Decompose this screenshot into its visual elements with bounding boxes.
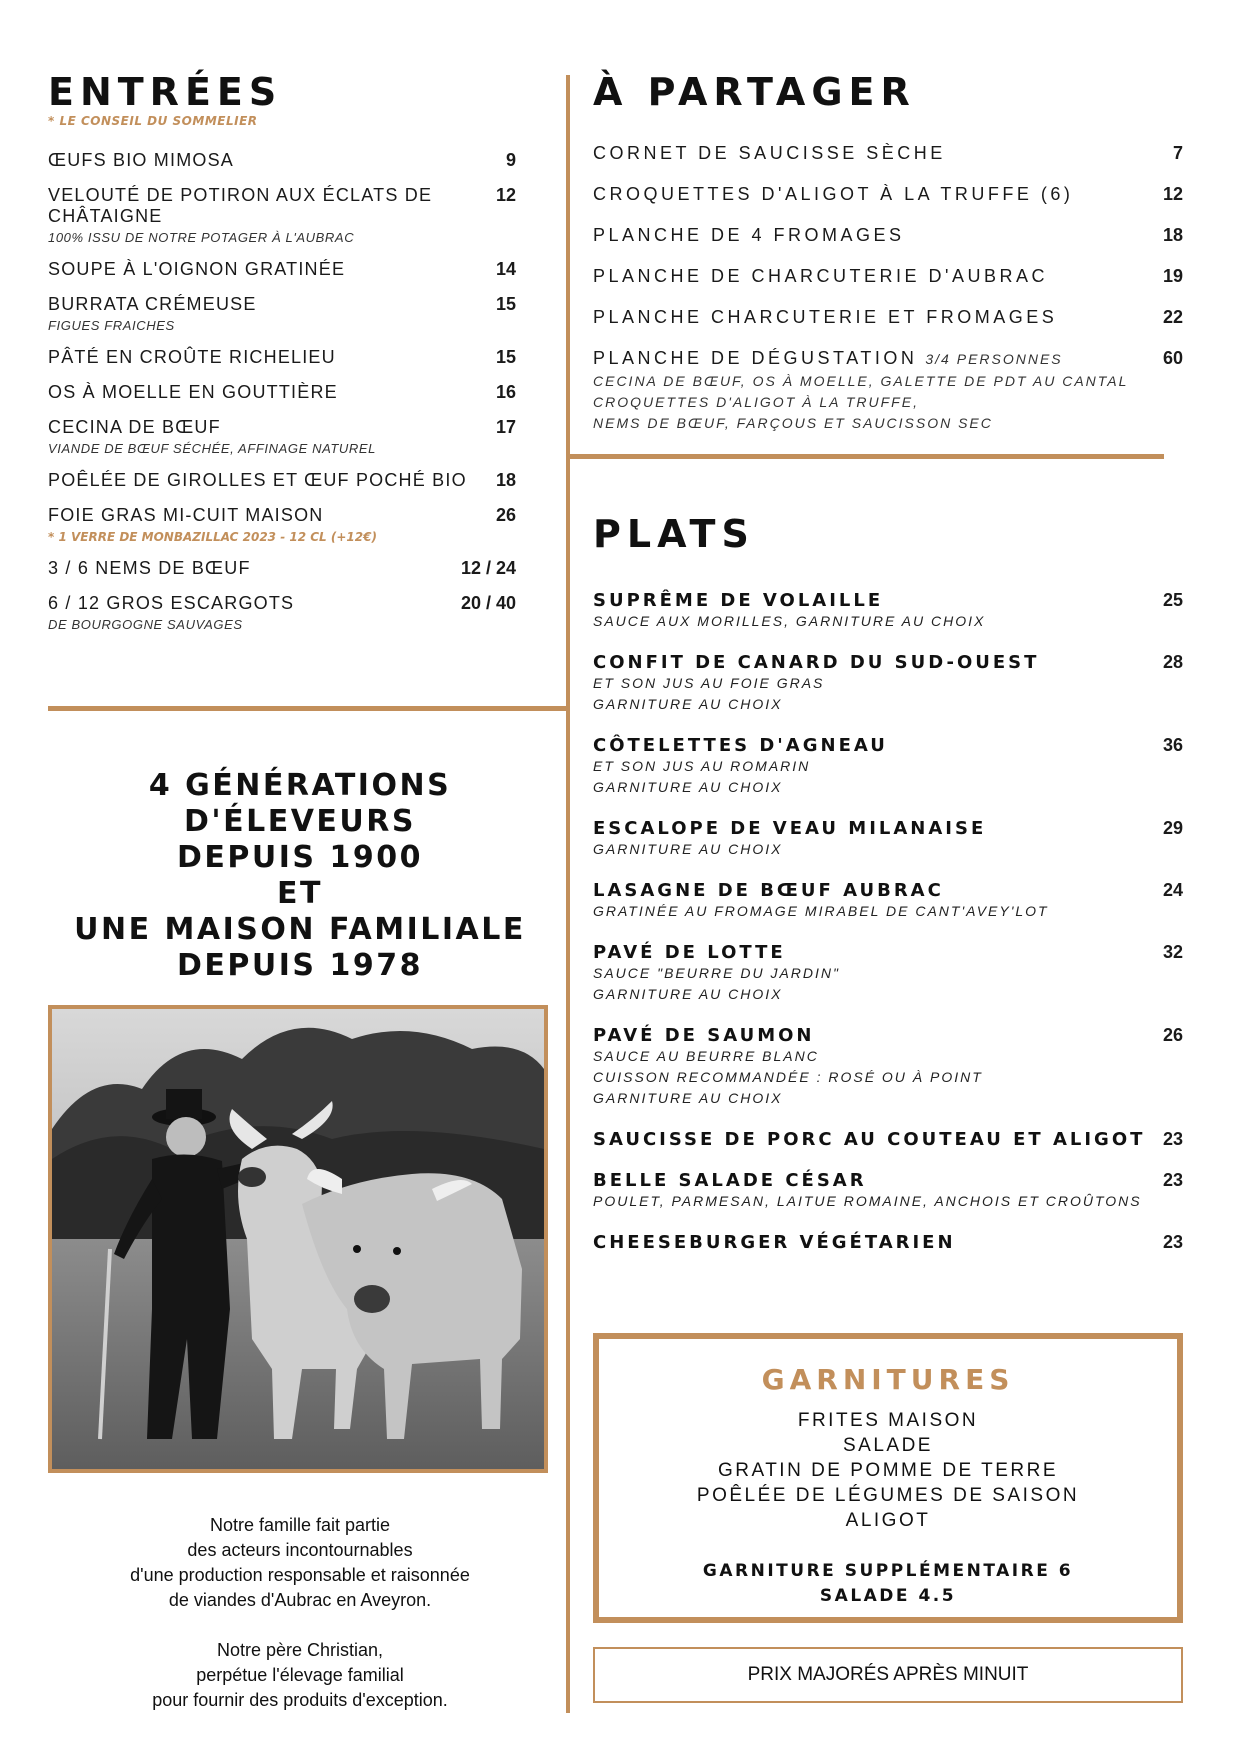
item-row	[593, 735, 1183, 756]
list-item	[593, 225, 1183, 246]
entrees-divider	[48, 706, 568, 711]
list-item	[593, 184, 1183, 205]
item-name: CECINA DE BŒUF	[48, 417, 221, 437]
item-description: GARNITURE AU CHOIX	[593, 986, 783, 1002]
garnitures-title: GARNITURES	[761, 1363, 1015, 1396]
item-row	[593, 266, 1183, 287]
list-item	[48, 185, 516, 245]
item-name: PÂTÉ EN CROÛTE RICHELIEU	[48, 347, 336, 367]
list-item	[593, 942, 1183, 1005]
item-row	[48, 505, 516, 526]
story-line: perpétue l'élevage familial	[196, 1665, 404, 1685]
item-price: 29	[1162, 818, 1183, 838]
list-item	[48, 470, 516, 491]
plats-list	[593, 590, 1183, 1273]
heritage-line: UNE MAISON FAMILIALE	[74, 912, 526, 947]
item-name: FOIE GRAS MI-CUIT MAISON	[48, 505, 324, 525]
item-row	[593, 880, 1183, 901]
partager-divider	[568, 454, 1164, 459]
item-description: SAUCE AUX MORILLES, GARNITURE AU CHOIX	[593, 613, 986, 629]
item-row	[593, 225, 1183, 246]
heritage-line: ET	[277, 876, 323, 911]
item-price: 25	[1162, 590, 1183, 610]
garnitures-list	[599, 1408, 1177, 1533]
item-name: CONFIT DE CANARD DU SUD-OUEST	[593, 652, 1040, 673]
item-row	[593, 1129, 1183, 1150]
item-name: 6 / 12 GROS ESCARGOTS	[48, 593, 295, 613]
item-description: GARNITURE AU CHOIX	[593, 1090, 783, 1106]
farmer-with-cattle-photo	[52, 1009, 544, 1469]
heritage-photo	[48, 1005, 548, 1473]
item-row	[593, 942, 1183, 963]
item-name: PAVÉ DE LOTTE	[593, 942, 786, 963]
story-line: Notre famille fait partie	[209, 1515, 391, 1535]
item-price: 20 / 40	[460, 593, 516, 613]
item-row	[593, 590, 1183, 611]
item-description: ET SON JUS AU ROMARIN	[593, 758, 811, 774]
story-line: Notre père Christian,	[216, 1640, 384, 1660]
item-name: CHEESEBURGER VÉGÉTARIEN	[593, 1232, 956, 1253]
item-description: FIGUES FRAICHES	[48, 318, 175, 333]
list-item	[593, 735, 1183, 798]
item-price: 26	[1162, 1025, 1183, 1045]
garnitures-extra	[599, 1559, 1177, 1609]
item-price: 14	[495, 259, 516, 279]
item-serving-note: 3/4 PERSONNES	[925, 351, 1063, 367]
list-item	[593, 880, 1183, 922]
family-paragraph-2	[60, 1638, 540, 1713]
sommelier-pairing: * 1 VERRE DE MONBAZILLAC 2023 - 12 CL (+12€)	[48, 530, 377, 544]
item-name: BURRATA CRÉMEUSE	[48, 294, 257, 314]
item-price: 12	[1162, 184, 1183, 204]
item-description: GARNITURE AU CHOIX	[593, 841, 783, 857]
list-item	[593, 590, 1183, 632]
item-name: PLANCHE DE DÉGUSTATION	[593, 348, 918, 368]
item-row	[593, 1170, 1183, 1191]
list-item	[48, 505, 516, 544]
item-price: 16	[495, 382, 516, 402]
garniture-item: GRATIN DE POMME DE TERRE	[717, 1460, 1059, 1481]
item-row	[593, 818, 1183, 839]
item-name: SUPRÊME DE VOLAILLE	[593, 590, 884, 611]
list-item	[593, 1232, 1183, 1253]
item-price: 32	[1162, 942, 1183, 962]
item-name: LASAGNE DE BŒUF AUBRAC	[593, 880, 944, 901]
item-description: VIANDE DE BŒUF SÉCHÉE, AFFINAGE NATUREL	[48, 441, 376, 456]
item-price: 7	[1172, 143, 1183, 163]
entrees-list	[48, 150, 516, 646]
garnitures-box	[593, 1333, 1183, 1623]
item-price: 24	[1162, 880, 1183, 900]
item-name: POÊLÉE DE GIROLLES ET ŒUF POCHÉ BIO	[48, 470, 467, 490]
item-row	[48, 470, 516, 491]
list-item	[593, 1025, 1183, 1109]
list-item	[48, 382, 516, 403]
list-item	[593, 307, 1183, 328]
item-name: SAUCISSE DE PORC AU COUTEAU ET ALIGOT	[593, 1129, 1146, 1150]
item-name: SOUPE À L'OIGNON GRATINÉE	[48, 259, 346, 279]
price-notice: PRIX MAJORÉS APRÈS MINUIT	[593, 1647, 1183, 1703]
item-row	[48, 347, 516, 368]
garniture-extra-line: GARNITURE SUPPLÉMENTAIRE 6	[702, 1561, 1074, 1581]
item-row	[48, 294, 516, 315]
item-name: CROQUETTES D'ALIGOT À LA TRUFFE (6)	[593, 184, 1074, 204]
item-name: PLANCHE DE CHARCUTERIE D'AUBRAC	[593, 266, 1048, 286]
item-description: GARNITURE AU CHOIX	[593, 779, 783, 795]
list-item	[48, 259, 516, 280]
list-item	[593, 143, 1183, 164]
garniture-item: SALADE	[843, 1435, 933, 1456]
item-name: CORNET DE SAUCISSE SÈCHE	[593, 143, 946, 163]
item-name: ŒUFS BIO MIMOSA	[48, 150, 235, 170]
item-name: ESCALOPE DE VEAU MILANAISE	[593, 818, 987, 839]
item-row	[593, 184, 1183, 205]
item-row	[593, 143, 1183, 164]
item-price: 23	[1162, 1170, 1183, 1190]
item-row	[48, 558, 516, 579]
item-name: OS À MOELLE EN GOUTTIÈRE	[48, 382, 338, 402]
story-line: des acteurs incontournables	[187, 1540, 413, 1560]
list-item	[593, 818, 1183, 860]
partager-title: À PARTAGER	[593, 70, 916, 114]
item-name: VELOUTÉ DE POTIRON AUX ÉCLATS DE CHÂTAIGNE	[48, 185, 433, 226]
item-price: 60	[1162, 348, 1183, 368]
item-price: 12 / 24	[460, 558, 516, 578]
list-item	[593, 266, 1183, 287]
item-price: 36	[1162, 735, 1183, 755]
item-price: 17	[495, 417, 516, 437]
list-item	[48, 417, 516, 456]
garniture-item: ALIGOT	[845, 1510, 931, 1531]
item-name: PLANCHE DE 4 FROMAGES	[593, 225, 905, 245]
story-line: de viandes d'Aubrac en Aveyron.	[168, 1590, 432, 1610]
column-divider	[566, 75, 570, 1713]
item-description: SAUCE "BEURRE DU JARDIN"	[593, 965, 840, 981]
heritage-heading	[40, 768, 560, 984]
heritage-line: 4 GÉNÉRATIONS D'ÉLEVEURS	[148, 768, 452, 839]
item-row	[593, 1232, 1183, 1253]
item-price: 18	[495, 470, 516, 490]
item-price: 9	[505, 150, 516, 170]
item-name: CÔTELETTES D'AGNEAU	[593, 735, 888, 756]
item-price: 22	[1162, 307, 1183, 327]
heritage-line: DEPUIS 1900	[177, 840, 423, 875]
list-item	[593, 1129, 1183, 1150]
item-row	[48, 259, 516, 280]
list-item	[593, 652, 1183, 715]
entrees-header	[48, 70, 282, 128]
item-description: POULET, PARMESAN, LAITUE ROMAINE, ANCHOIS ET CROÛTONS	[593, 1193, 1142, 1209]
story-line: pour fournir des produits d'exception.	[152, 1690, 448, 1710]
item-row	[48, 382, 516, 403]
item-description: SAUCE AU BEURRE BLANC	[593, 1048, 819, 1064]
item-description: ET SON JUS AU FOIE GRAS	[593, 675, 825, 691]
sommelier-note: * LE CONSEIL DU SOMMELIER	[48, 114, 258, 128]
item-price: 12	[495, 185, 516, 205]
item-name: 3 / 6 NEMS DE BŒUF	[48, 558, 251, 578]
description-line: CECINA DE BŒUF, OS À MOELLE, GALETTE DE PDT AU CANTAL	[593, 373, 1129, 389]
list-item	[48, 593, 516, 632]
item-row	[593, 652, 1183, 673]
item-name: PLANCHE CHARCUTERIE ET FROMAGES	[593, 307, 1058, 327]
item-row	[48, 185, 516, 227]
family-story	[60, 1513, 540, 1713]
item-price: 19	[1162, 266, 1183, 286]
item-price: 18	[1162, 225, 1183, 245]
story-line: d'une production responsable et raisonnée	[130, 1565, 470, 1585]
heritage-line: DEPUIS 1978	[177, 948, 423, 983]
item-price: 15	[495, 347, 516, 367]
item-price: 26	[495, 505, 516, 525]
item-description: 100% ISSU DE NOTRE POTAGER À L'AUBRAC	[48, 230, 355, 245]
partager-list	[593, 143, 1183, 454]
description-line: CROQUETTES D'ALIGOT À LA TRUFFE,	[593, 394, 919, 410]
item-description: GARNITURE AU CHOIX	[593, 696, 783, 712]
description-line: NEMS DE BŒUF, FARÇOUS ET SAUCISSON SEC	[593, 415, 993, 431]
item-row	[593, 307, 1183, 328]
garniture-item: FRITES MAISON	[797, 1410, 979, 1431]
garniture-extra-line: SALADE 4.5	[819, 1586, 957, 1606]
list-item	[593, 1170, 1183, 1212]
item-description: CUISSON RECOMMANDÉE : ROSÉ OU À POINT	[593, 1069, 983, 1085]
list-item	[48, 294, 516, 333]
item-name: BELLE SALADE CÉSAR	[593, 1170, 867, 1191]
item-price: 28	[1162, 652, 1183, 672]
garniture-item: POÊLÉE DE LÉGUMES DE SAISON	[696, 1485, 1080, 1506]
item-row	[48, 417, 516, 438]
list-item	[48, 150, 516, 171]
item-price: 23	[1162, 1129, 1183, 1149]
item-row	[48, 150, 516, 171]
list-item	[593, 348, 1183, 434]
item-row	[593, 1025, 1183, 1046]
plats-title: PLATS	[593, 512, 755, 556]
item-description	[593, 371, 1183, 434]
list-item	[48, 347, 516, 368]
entrees-title: ENTRÉES	[48, 70, 283, 114]
list-item	[48, 558, 516, 579]
item-price: 23	[1162, 1232, 1183, 1252]
item-row	[48, 593, 516, 614]
item-description: GRATINÉE AU FROMAGE MIRABEL DE CANT'AVEY'LOT	[593, 903, 1049, 919]
item-price: 15	[495, 294, 516, 314]
family-paragraph-1	[60, 1513, 540, 1613]
item-description: DE BOURGOGNE SAUVAGES	[48, 617, 243, 632]
item-name: PAVÉ DE SAUMON	[593, 1025, 815, 1046]
